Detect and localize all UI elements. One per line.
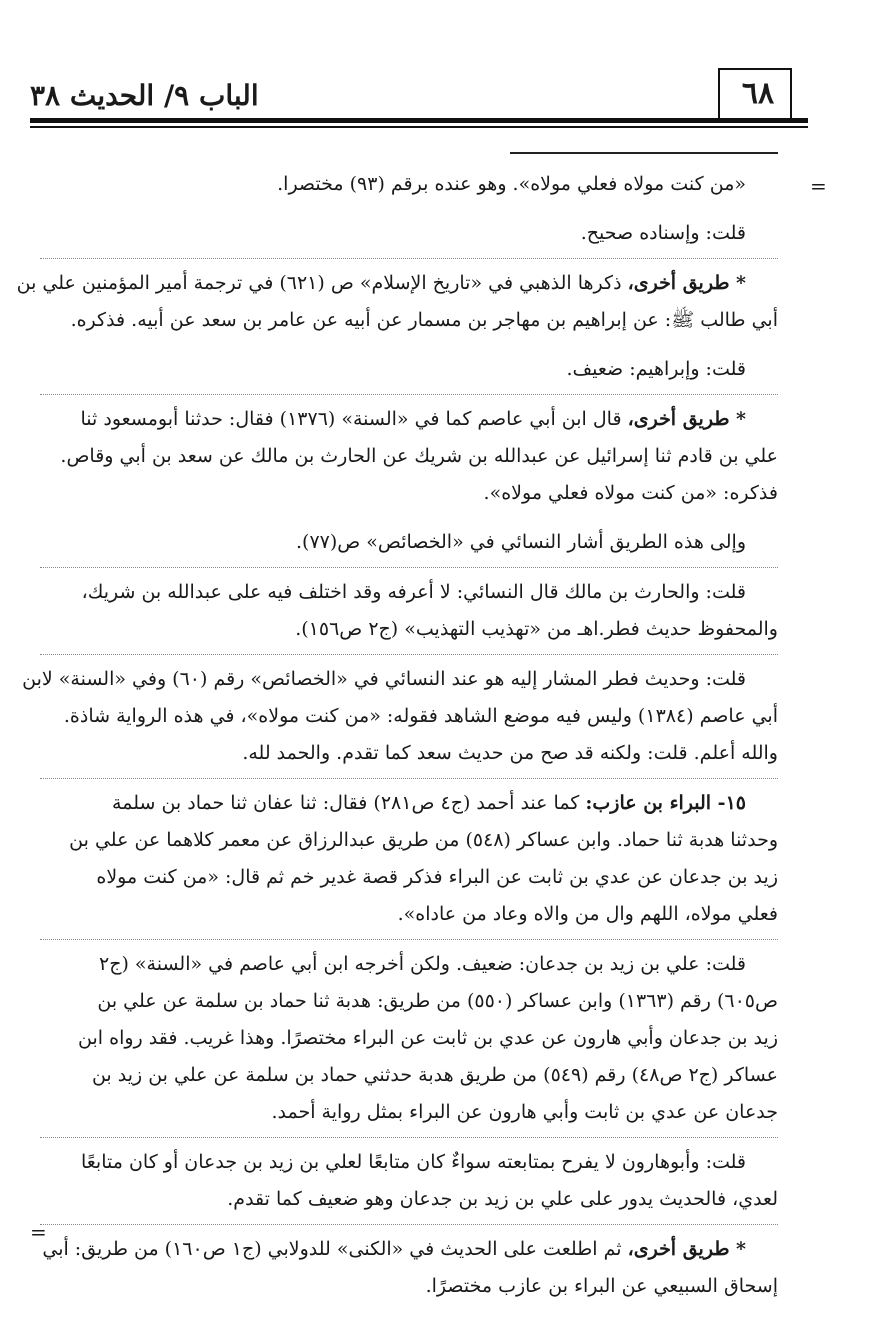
text-line <box>40 1268 778 1305</box>
text-line <box>40 1094 778 1131</box>
text-line <box>40 351 778 388</box>
running-title: الباب ٩/ الحديث ٣٨ <box>30 79 259 112</box>
text-line <box>40 1231 778 1268</box>
text-line <box>40 1057 778 1094</box>
text-line <box>40 1181 778 1218</box>
line-text: لعدي، فالحديث يدور على علي بن زيد بن جدعان وهو ضعيف كما تقدم. <box>227 1188 778 1210</box>
line-text: زيد بن جدعان وأبي هارون عن عدي بن ثابت عن البراء مختصرًا. وهذا غريب. فقد رواه ابن <box>78 1027 778 1049</box>
paragraph <box>40 395 778 518</box>
line-text: «من كنت مولاه فعلي مولاه». وهو عنده برقم (٩٣) مختصرا. <box>277 173 746 195</box>
line-text: علي بن قادم ثنا إسرائيل عن عبدالله بن شريك عن الحارث بن مالك عن سعد بن أبي وقاص. <box>60 445 778 467</box>
text-line <box>40 1020 778 1057</box>
line-text: قلت: وحديث فطر المشار إليه هو عند النسائي في «الخصائص» رقم (٦٠) وفي «السنة» لابن <box>22 668 746 690</box>
text-line <box>40 785 778 822</box>
line-text: زيد بن جدعان عن عدي بن ثابت عن البراء فذكر قصة غدير خم ثم قال: «من كنت مولاه <box>96 866 778 888</box>
paragraph <box>40 568 778 655</box>
text-line <box>40 475 778 512</box>
line-text: وحدثنا هدبة ثنا حماد. وابن عساكر (٥٤٨) من طريق عبدالرزاق عن معمر كلاهما عن علي بن <box>69 829 778 851</box>
paragraph <box>40 345 778 395</box>
paragraph-lead: ١٥- البراء بن عازب: <box>585 792 746 814</box>
text-line <box>22 661 778 698</box>
line-text: عساكر (ج٢ ص٤٨) رقم (٥٤٩) من طريق هدبة حدثني حماد بن سلمة عن علي بن زيد بن <box>91 1064 778 1086</box>
line-text: والله أعلم. قلت: ولكنه قد صح من حديث سعد كما تقدم. والحمد لله. <box>242 742 778 764</box>
page-header <box>0 0 879 140</box>
text-line <box>40 574 778 611</box>
text-line <box>40 401 778 438</box>
line-text: قلت: وأبوهارون لا يفرح بمتابعته سواءٌ كان متابعًا لعلي بن زيد بن جدعان أو كان متابعًا <box>80 1151 746 1173</box>
line-text: ذكرها الذهبي في «تاريخ الإسلام» ص (٦٢١) في ترجمة أمير المؤمنين علي بن <box>16 272 628 294</box>
line-text: أبي طالب ﷺ: عن إبراهيم بن مهاجر بن مسمار عن أبيه عن عامر بن سعد عن أبيه. فذكره. <box>70 309 778 331</box>
line-text: فذكره: «من كنت مولاه فعلي مولاه». <box>483 482 778 504</box>
paragraph-lead: * طريق أخرى، <box>627 408 746 430</box>
line-text: ثم اطلعت على الحديث في «الكنى» للدولابي (ج١ ص١٦٠) من طريق: أبي <box>42 1238 628 1260</box>
text-line <box>40 822 778 859</box>
footnote-divider <box>510 152 778 154</box>
line-text: قلت: وإسناده صحيح. <box>580 222 746 244</box>
line-text: ص٦٠٥) رقم (١٣٦٣) وابن عساكر (٥٥٠) من طريق: هدبة ثنا حماد بن سلمة عن علي بن <box>97 990 778 1012</box>
line-text: جدعان عن عدي بن ثابت وأبي هارون عن البراء بمثل رواية أحمد. <box>271 1101 778 1123</box>
paragraph <box>16 259 778 345</box>
text-line <box>16 265 778 302</box>
text-line <box>40 611 778 648</box>
continuation-mark-top: = <box>810 174 827 198</box>
paragraph <box>40 1225 778 1311</box>
text-line <box>40 1144 778 1181</box>
line-text: والمحفوظ حديث فطر.اهـ من «تهذيب التهذيب» (ج٢ ص١٥٦). <box>295 618 778 640</box>
text-line <box>40 896 778 933</box>
text-line <box>40 215 778 252</box>
paragraph <box>40 160 778 209</box>
paragraph <box>40 518 778 568</box>
paragraph-lead: * طريق أخرى، <box>627 1238 746 1260</box>
paragraph <box>22 655 778 779</box>
header-rule <box>30 118 808 123</box>
paragraph <box>40 209 778 259</box>
line-text: إسحاق السبيعي عن البراء بن عازب مختصرًا. <box>425 1275 778 1297</box>
line-text: أبي عاصم (١٣٨٤) وليس فيه موضع الشاهد فقوله: «من كنت مولاه»، في هذه الرواية شاذة. <box>63 705 778 727</box>
page-number: ٦٨ <box>741 76 775 111</box>
paragraph <box>40 1138 778 1225</box>
text-line <box>40 524 778 561</box>
line-text: وإلى هذه الطريق أشار النسائي في «الخصائص» ص(٧٧). <box>296 531 746 553</box>
paragraph <box>40 779 778 940</box>
line-text: قلت: والحارث بن مالك قال النسائي: لا أعرفه وقد اختلف فيه على عبدالله بن شريك، <box>81 581 746 603</box>
continuation-mark-bottom: = <box>30 1220 47 1244</box>
text-line <box>40 946 778 983</box>
text-line <box>40 859 778 896</box>
text-line <box>40 698 778 735</box>
line-text: قلت: وإبراهيم: ضعيف. <box>566 358 746 380</box>
paragraph-lead: * طريق أخرى، <box>627 272 746 294</box>
text-line <box>40 983 778 1020</box>
text-line <box>40 438 778 475</box>
body-text <box>16 160 778 1311</box>
header-rule-thin <box>30 126 808 128</box>
text-line <box>40 735 778 772</box>
paragraph <box>40 940 778 1138</box>
text-line <box>40 166 778 203</box>
line-text: قال ابن أبي عاصم كما في «السنة» (١٣٧٦) فقال: حدثنا أبومسعود ثنا <box>80 408 628 430</box>
line-text: كما عند أحمد (ج٤ ص٢٨١) فقال: ثنا عفان ثنا حماد بن سلمة <box>112 792 586 814</box>
line-text: فعلي مولاه، اللهم وال من والاه وعاد من عاداه». <box>397 903 778 925</box>
line-text: قلت: علي بن زيد بن جدعان: ضعيف. ولكن أخرجه ابن أبي عاصم في «السنة» (ج٢ <box>98 953 746 975</box>
text-line <box>40 302 778 339</box>
